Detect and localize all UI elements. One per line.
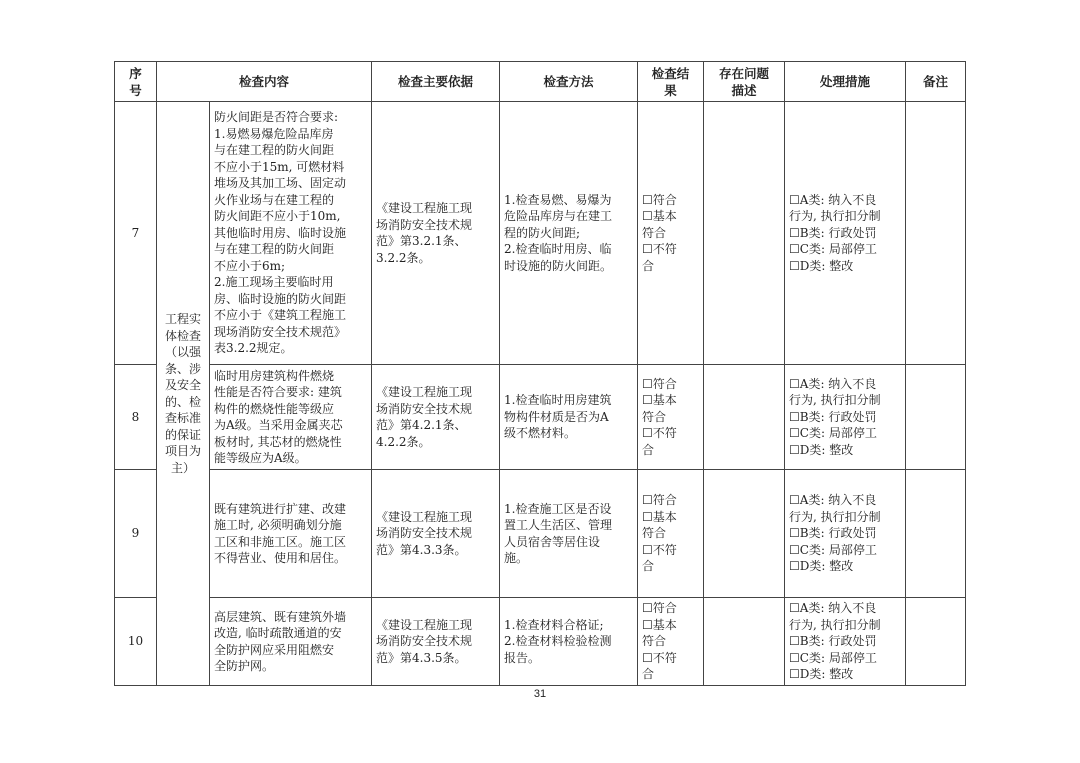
- row-number: 10: [115, 598, 157, 686]
- issue-cell: [704, 470, 785, 598]
- category-cell: 工程实 体检查 （以强 条、涉 及安全 的、检 查标准 的保证 项目为 主）: [157, 102, 210, 686]
- content-cell: 高层建筑、既有建筑外墙 改造, 临时疏散通道的安 全防护网应采用阻燃安 全防护网。: [210, 598, 372, 686]
- table-row: [115, 102, 966, 365]
- issue-cell: [704, 598, 785, 686]
- basis-cell: 《建设工程施工现 场消防安全技术规 范》第4.3.3条。: [372, 470, 500, 598]
- page-number: 31: [533, 688, 547, 700]
- remark-cell: [906, 470, 966, 598]
- result-cell: ☐符合 ☐基本 符合 ☐不符 合: [638, 598, 704, 686]
- row-number: 7: [115, 102, 157, 365]
- remark-cell: [906, 365, 966, 470]
- header-result: 检查结 果: [638, 62, 704, 102]
- header-content: 检查内容: [157, 62, 372, 102]
- content-cell: 防火间距是否符合要求: 1.易燃易爆危险品库房 与在建工程的防火间距 不应小于15m, 可燃材料 堆场及其加工场、固定动 火作业场与在建工程的 防火间距不应小于10m, 其他临时用房、临时设施 与在建工程的防火间距 不应小于6m; 2.施工现场主要临时用 房、临时设施的防火间距 不应小于《建筑工程施工 现场消防安全技术规范》 表3.2.2规定。: [210, 102, 372, 365]
- method-cell: 1.检查临时用房建筑 物构件材质是否为A 级不燃材料。: [500, 365, 638, 470]
- measures-cell: ☐A类: 纳入不良 行为, 执行扣分制 ☐B类: 行政处罚 ☐C类: 局部停工 ☐D类: 整改: [785, 598, 906, 686]
- header-row: [115, 62, 966, 102]
- inspection-table: [114, 61, 966, 686]
- issue-cell: [704, 102, 785, 365]
- measures-cell: ☐A类: 纳入不良 行为, 执行扣分制 ☐B类: 行政处罚 ☐C类: 局部停工 ☐D类: 整改: [785, 102, 906, 365]
- result-cell: ☐符合 ☐基本 符合 ☐不符 合: [638, 470, 704, 598]
- method-cell: 1.检查材料合格证; 2.检查材料检验检测 报告。: [500, 598, 638, 686]
- method-cell: 1.检查施工区是否设 置工人生活区、管理 人员宿舍等居住设 施。: [500, 470, 638, 598]
- header-remark: 备注: [906, 62, 966, 102]
- content-cell: 既有建筑进行扩建、改建 施工时, 必须明确划分施 工区和非施工区。施工区 不得营业、使用和居住。: [210, 470, 372, 598]
- header-no: 序 号: [115, 62, 157, 102]
- header-measures: 处理措施: [785, 62, 906, 102]
- basis-cell: 《建设工程施工现 场消防安全技术规 范》第4.2.1条、 4.2.2条。: [372, 365, 500, 470]
- basis-cell: 《建设工程施工现 场消防安全技术规 范》第4.3.5条。: [372, 598, 500, 686]
- header-issue: 存在问题 描述: [704, 62, 785, 102]
- header-basis: 检查主要依据: [372, 62, 500, 102]
- method-cell: 1.检查易燃、易爆为 危险品库房与在建工 程的防火间距; 2.检查临时用房、临 时设施的防火间距。: [500, 102, 638, 365]
- remark-cell: [906, 598, 966, 686]
- table-row: [115, 365, 966, 470]
- table-row: [115, 598, 966, 686]
- row-number: 9: [115, 470, 157, 598]
- content-cell: 临时用房建筑构件燃烧 性能是否符合要求: 建筑 构件的燃烧性能等级应 为A级。当采用金属夹芯 板材时, 其芯材的燃烧性 能等级应为A级。: [210, 365, 372, 470]
- result-cell: ☐符合 ☐基本 符合 ☐不符 合: [638, 365, 704, 470]
- basis-cell: 《建设工程施工现 场消防安全技术规 范》第3.2.1条、 3.2.2条。: [372, 102, 500, 365]
- header-method: 检查方法: [500, 62, 638, 102]
- result-cell: ☐符合 ☐基本 符合 ☐不符 合: [638, 102, 704, 365]
- measures-cell: ☐A类: 纳入不良 行为, 执行扣分制 ☐B类: 行政处罚 ☐C类: 局部停工 ☐D类: 整改: [785, 470, 906, 598]
- remark-cell: [906, 102, 966, 365]
- row-number: 8: [115, 365, 157, 470]
- measures-cell: ☐A类: 纳入不良 行为, 执行扣分制 ☐B类: 行政处罚 ☐C类: 局部停工 ☐D类: 整改: [785, 365, 906, 470]
- issue-cell: [704, 365, 785, 470]
- table-row: [115, 470, 966, 598]
